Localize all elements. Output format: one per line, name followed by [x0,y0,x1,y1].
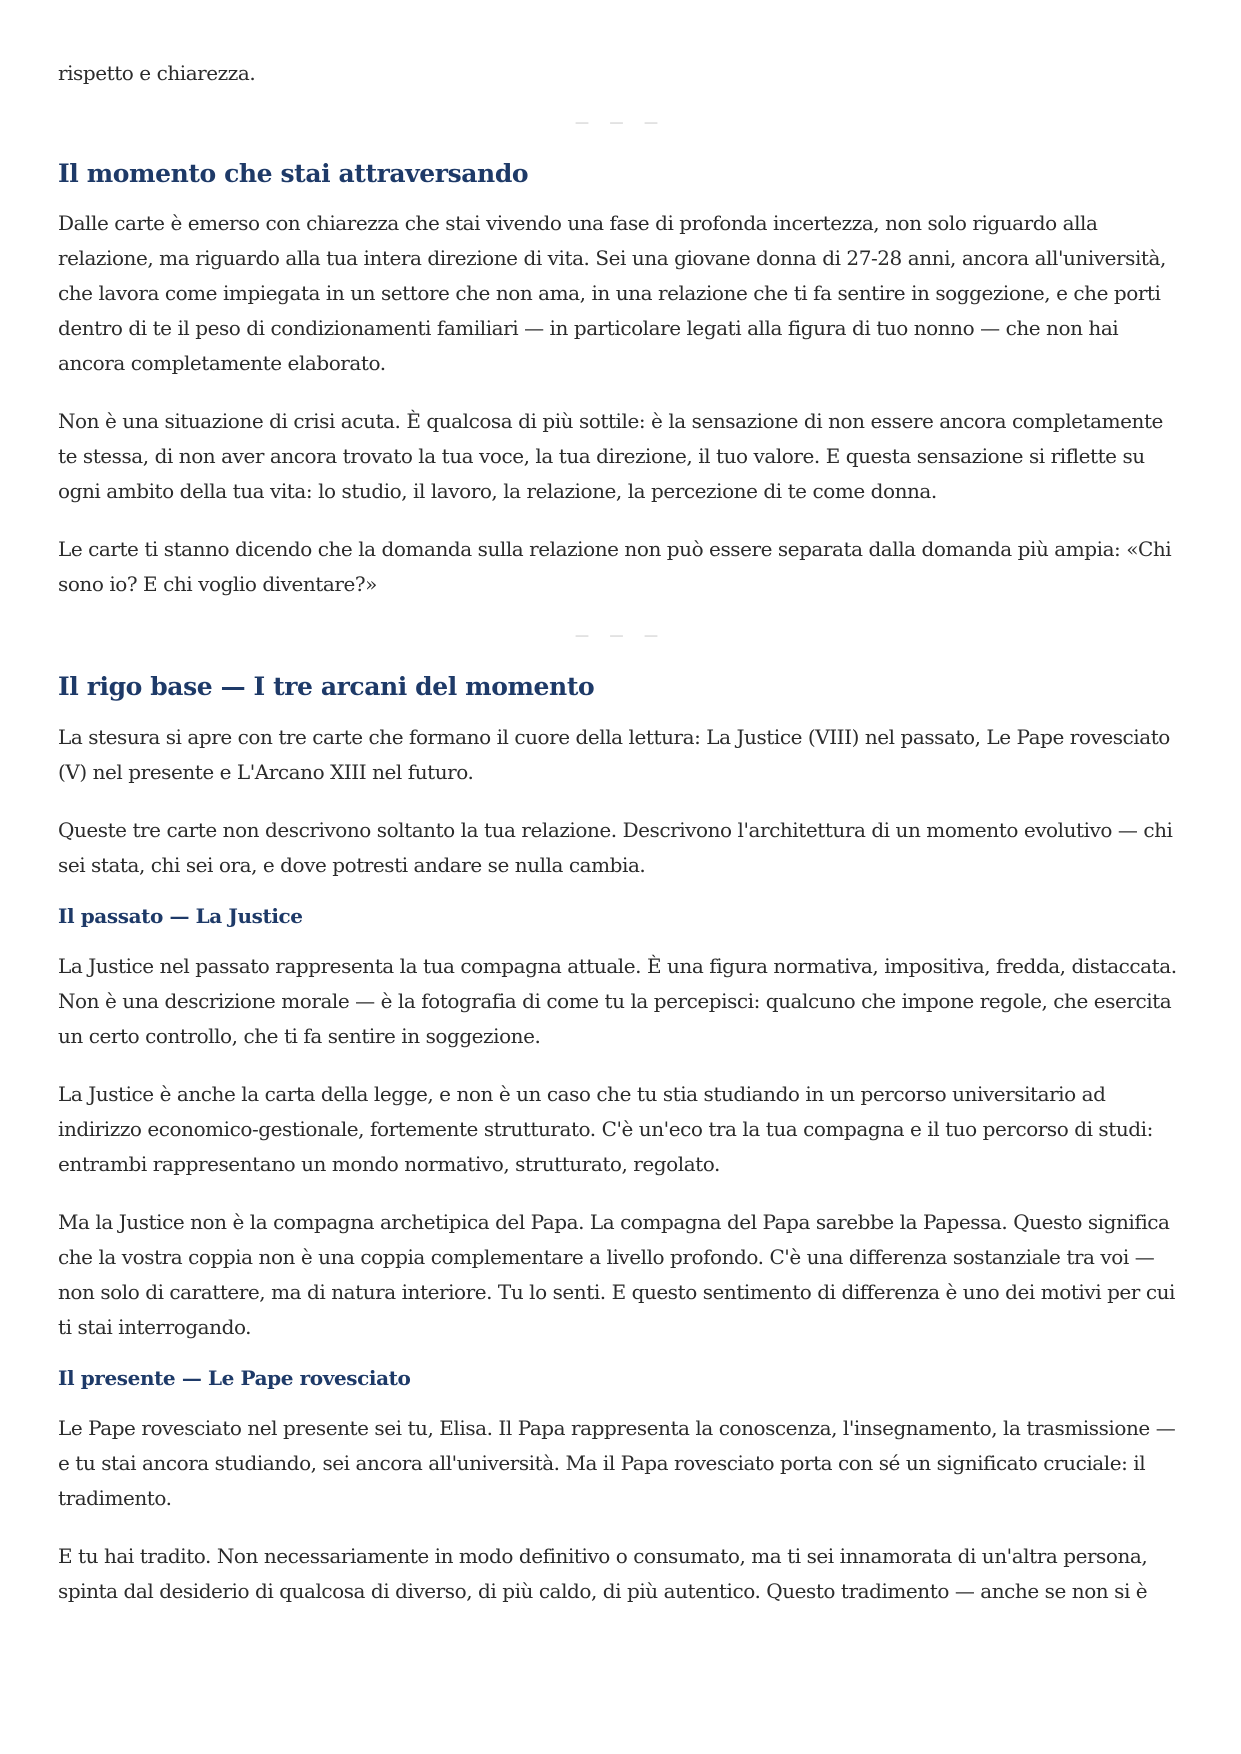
section-heading-rigo-base: Il rigo base — I tre arcani del momento [58,672,595,701]
subheading-passato: Il passato — La Justice [58,904,303,928]
paragraph: Queste tre carte non descrivono soltanto la tua relazione. Descrivono l'architettura di un momento evolutivo — chi sei stata, chi sei ora, e dove potresti andare se nulla cambia. [58,818,1173,877]
paragraph: Le carte ti stanno dicendo che la domanda sulla relazione non può essere separata dalla domanda più ampia: «Chi sono io? E chi voglio diventare?» [58,537,1172,596]
paragraph: Dalle carte è emerso con chiarezza che stai vivendo una fase di profonda incertezza, non solo riguardo alla relazione, ma riguardo alla tua intera direzione di vita. Sei una giovane donna di 27-28 anni, ancora all'università, che lavora come impiegata in un settore che non ama, in una relazione che ti fa sentire in soggezione, e che porti dentro di te il peso di condizionamenti familiari — in particolare legati alla figura di tuo nonno — che non hai ancora completamente elaborato. [58,211,1166,375]
paragraph: La Justice è anche la carta della legge, e non è un caso che tu stia studiando in un percorso universitario ad indirizzo economico-gestionale, fortemente strutturato. C'è un'eco tra la tua compagna e il tuo percorso di studi: entrambi rappresentano un mondo normativo, strutturato, regolato. [58,1082,1153,1176]
subheading-presente: Il presente — Le Pape rovesciato [58,1366,411,1390]
paragraph: Non è una situazione di crisi acuta. È qualcosa di più sottile: è la sensazione di non essere ancora completamente te stessa, di non aver ancora trovato la tua voce, la tua direzione, il tuo valore. E questa sensazione si riflette su ogni ambito della tua vita: lo studio, il lavoro, la relazione, la percezione di te come donna. [58,409,1163,503]
paragraph: E tu hai tradito. Non necessariamente in modo definitivo o consumato, ma ti sei innamorata di un'altra persona, spinta dal desiderio di qualcosa di diverso, di più caldo, di più autentico. Questo tradimento — anche se non si è [58,1544,1148,1603]
paragraph: Le Pape rovesciato nel presente sei tu, Elisa. Il Papa rappresenta la conoscenza, l'insegnamento, la trasmissione — e tu stai ancora studiando, sei ancora all'università. Ma il Papa rovesciato porta con sé un significato cruciale: il tradimento. [58,1416,1176,1510]
paragraph: La stesura si apre con tre carte che formano il cuore della lettura: La Justice (VIII) nel passato, Le Pape rovesciato (V) nel presente e L'Arcano XIII nel futuro. [58,725,1170,784]
paragraph: Ma la Justice non è la compagna archetipica del Papa. La compagna del Papa sarebbe la Papessa. Questo significa che la vostra coppia non è una coppia complementare a livello profondo. C'è una differenza sostanziale tra voi — non solo di carattere, ma di natura interiore. Tu lo senti. E questo sentimento di differenza è uno dei motivi per cui ti stai interrogando. [58,1210,1175,1339]
section-heading-momento: Il momento che stai attraversando [58,159,529,188]
intro-paragraph-tail: rispetto e chiarezza. [58,61,256,85]
paragraph: La Justice nel passato rappresenta la tua compagna attuale. È una figura normativa, impositiva, fredda, distaccata. Non è una descrizione morale — è la fotografia di come tu la percepisci: qualcuno che impone regole, che esercita un certo controllo, che ti fa sentire in soggezione. [58,954,1177,1048]
section-divider: — — — [575,115,666,131]
section-divider: — — — [575,628,666,644]
